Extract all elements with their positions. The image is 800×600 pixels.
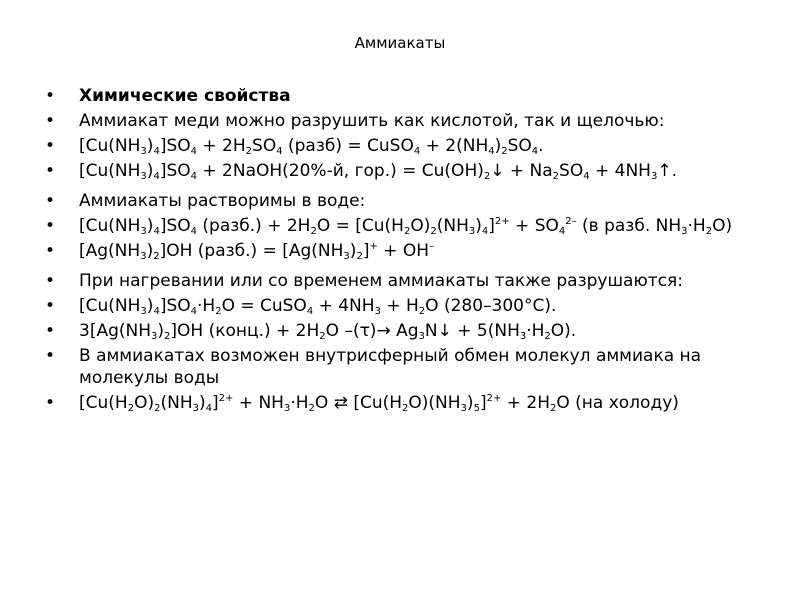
- subscript: 2: [418, 306, 426, 317]
- subscript: 3: [140, 251, 147, 262]
- bullet-text: [79, 216, 732, 236]
- bullet-item: [45, 190, 745, 212]
- superscript: 2+: [218, 393, 234, 404]
- bullet-text: [79, 136, 544, 156]
- bullet-dot: •: [45, 296, 56, 316]
- text-run: O (280–300°C).: [425, 296, 557, 316]
- text-run: [Cu(NH: [79, 161, 141, 181]
- subscript: 3: [140, 306, 147, 317]
- text-run: ): [146, 216, 154, 236]
- text-run: ): [466, 393, 474, 413]
- text-run: + SO: [509, 216, 559, 236]
- subscript: 5: [473, 403, 480, 414]
- subscript: 3: [374, 306, 381, 317]
- bullet-item: [45, 110, 745, 132]
- bullet-text: [79, 111, 664, 131]
- text-run: + 4NH: [313, 296, 375, 316]
- subscript: 3: [140, 226, 147, 237]
- text-run: + 2(NH: [420, 136, 489, 156]
- subscript: 3: [681, 226, 688, 237]
- superscript: +: [369, 241, 378, 252]
- bullet-dot: •: [45, 393, 56, 413]
- bullet-list: [45, 85, 745, 414]
- bullet-text: [79, 191, 365, 211]
- text-run: ]: [479, 393, 487, 413]
- subscript: 2: [308, 403, 315, 414]
- bullet-item: [45, 295, 745, 317]
- subscript: 4: [153, 146, 160, 157]
- text-run: O)(NH: [408, 393, 461, 413]
- text-run: ): [146, 161, 154, 181]
- subscript: 4: [153, 226, 160, 237]
- subscript: 4: [205, 403, 212, 414]
- text-run: ]SO: [159, 296, 191, 316]
- subscript: 2: [403, 226, 411, 237]
- bullet-text: [79, 161, 677, 181]
- subscript: 2: [501, 146, 508, 157]
- text-run: ↑.: [657, 161, 677, 181]
- text-run: SO: [559, 161, 584, 181]
- bullet-dot: •: [45, 321, 56, 341]
- subscript: 2: [153, 251, 160, 262]
- text-run: (NH: [436, 216, 469, 236]
- bullet-item: [45, 270, 745, 292]
- subscript: 4: [488, 146, 495, 157]
- subscript: 2: [164, 331, 171, 342]
- bullet-text: [79, 321, 576, 341]
- text-run: [Cu(H: [79, 393, 128, 413]
- subscript: 4: [153, 171, 160, 182]
- text-run: 3[Ag(NH: [79, 321, 152, 341]
- subscript: 4: [558, 226, 566, 237]
- text-run: ]SO: [159, 216, 191, 236]
- text-run: (разб) = CuSO: [282, 136, 414, 156]
- text-run: .: [538, 136, 544, 156]
- bullet-dot: •: [45, 271, 56, 291]
- text-run: + 2H: [501, 393, 550, 413]
- subscript: 2: [549, 403, 557, 414]
- text-run: ·H: [526, 321, 545, 341]
- text-run: (в разб. NH: [576, 216, 682, 236]
- text-run: + 4NH: [589, 161, 651, 181]
- subscript: 3: [519, 331, 527, 342]
- text-run: ): [146, 136, 154, 156]
- text-run: + NH: [233, 393, 284, 413]
- text-run: SO: [252, 136, 277, 156]
- text-run: Аммиакаты растворимы в воде:: [79, 191, 366, 211]
- superscript: 2+: [494, 216, 510, 227]
- subscript: 2: [402, 403, 409, 414]
- subscript: 3: [650, 171, 658, 182]
- text-run: O): [134, 393, 155, 413]
- subscript: 2: [430, 226, 437, 237]
- text-run: ): [349, 241, 357, 261]
- subscript: 2: [127, 403, 135, 414]
- text-run: ]SO: [159, 136, 191, 156]
- subscript: 2: [245, 146, 253, 157]
- subscript: 4: [190, 171, 197, 182]
- slide-title: Аммиакаты: [354, 34, 446, 52]
- subscript: 4: [481, 226, 489, 237]
- text-run: ): [475, 216, 482, 236]
- bullet-text: [79, 393, 679, 413]
- text-run: + H: [380, 296, 419, 316]
- text-run: N↓ + 5(NH: [424, 321, 520, 341]
- subscript: 3: [460, 403, 467, 414]
- text-run: (NH: [160, 393, 193, 413]
- subscript: 3: [192, 403, 199, 414]
- text-run: Аммиакат меди можно разрушить как кислотой, так и щелочью:: [79, 111, 665, 131]
- bullet-text: [79, 346, 701, 388]
- bullet-text: [79, 296, 556, 316]
- text-run: Химические свойства: [79, 86, 291, 106]
- subscript: 4: [153, 306, 160, 317]
- text-run: ]: [212, 393, 219, 413]
- text-run: O).: [550, 321, 577, 341]
- text-run: + 2NaOH(20%-й, гор.) = Cu(OH): [197, 161, 484, 181]
- bullet-item: [45, 215, 745, 237]
- subscript: 4: [190, 306, 197, 317]
- text-run: При нагревании или со временем аммиакаты также разрушаются:: [79, 271, 683, 291]
- text-run: ]SO: [159, 161, 191, 181]
- subscript: 3: [283, 403, 291, 414]
- text-run: ·H: [687, 216, 706, 236]
- text-run: ): [146, 296, 154, 316]
- bullet-dot: •: [45, 136, 56, 156]
- subscript: 2: [544, 331, 551, 342]
- subscript: 3: [468, 226, 476, 237]
- subscript: 3: [151, 331, 158, 342]
- subscript: 4: [276, 146, 283, 157]
- text-run: SO: [507, 136, 532, 156]
- subscript: 4: [583, 171, 590, 182]
- text-run: ): [146, 241, 154, 261]
- subscript: 4: [531, 146, 539, 157]
- text-run: O ⇄ [Cu(H: [314, 393, 403, 413]
- text-run: + 2H: [197, 136, 246, 156]
- subscript: 3: [343, 251, 350, 262]
- text-run: ): [198, 393, 206, 413]
- text-run: O (на холоду): [556, 393, 679, 413]
- bullet-dot: •: [45, 346, 56, 366]
- text-run: O = CuSO: [221, 296, 307, 316]
- text-run: ↓ + Na: [490, 161, 553, 181]
- text-run: [Cu(NH: [79, 136, 141, 156]
- bullet-text: [79, 86, 291, 106]
- subscript: 2: [310, 226, 317, 237]
- subscript: 2: [215, 306, 222, 317]
- bullet-item: [45, 85, 745, 107]
- text-run: ]OH (разб.) = [Ag(NH: [159, 241, 344, 261]
- subscript: 4: [190, 146, 197, 157]
- bullet-item: [45, 320, 745, 342]
- text-run: ·H: [197, 296, 216, 316]
- subscript: 3: [140, 171, 147, 182]
- bullet-text: [79, 271, 683, 291]
- text-run: [Ag(NH: [79, 241, 141, 261]
- superscript: –: [429, 241, 435, 252]
- bullet-item: [45, 392, 745, 414]
- bullet-item: [45, 160, 745, 182]
- text-run: [Cu(NH: [79, 296, 141, 316]
- bullet-dot: •: [45, 161, 56, 181]
- bullet-text: [79, 241, 434, 261]
- subscript: 2: [356, 251, 363, 262]
- subscript: 3: [140, 146, 147, 157]
- superscript: 2+: [486, 393, 502, 404]
- subscript: 2: [154, 403, 161, 414]
- text-run: (разб.) + 2H: [197, 216, 311, 236]
- bullet-dot: •: [45, 86, 56, 106]
- subscript: 4: [413, 146, 421, 157]
- subscript: 2: [483, 171, 491, 182]
- subscript: 4: [190, 226, 197, 237]
- text-run: ): [157, 321, 165, 341]
- text-run: O): [410, 216, 431, 236]
- subscript: 3: [418, 331, 425, 342]
- text-run: O): [712, 216, 733, 236]
- text-run: В аммиакатах возможен внутрисферный обмен молекул аммиака на молекулы воды: [79, 346, 702, 388]
- bullet-item: [45, 135, 745, 157]
- text-run: [Cu(NH: [79, 216, 141, 236]
- text-run: ]OH (конц.) + 2H: [170, 321, 320, 341]
- subscript: 2: [552, 171, 560, 182]
- subscript: 2: [705, 226, 713, 237]
- subscript: 4: [306, 306, 314, 317]
- bullet-dot: •: [45, 191, 56, 211]
- superscript: 2–: [565, 216, 577, 227]
- text-run: ]: [362, 241, 370, 261]
- bullet-item: [45, 240, 745, 262]
- text-run: ): [494, 136, 502, 156]
- bullet-item: [45, 345, 745, 389]
- subscript: 2: [319, 331, 326, 342]
- bullet-dot: •: [45, 241, 56, 261]
- text-run: + OH: [377, 241, 430, 261]
- text-run: O –(τ)→ Ag: [325, 321, 419, 341]
- bullet-dot: •: [45, 216, 56, 236]
- text-run: ]: [488, 216, 495, 236]
- text-run: O = [Cu(H: [316, 216, 404, 236]
- text-run: ·H: [290, 393, 309, 413]
- bullet-dot: •: [45, 111, 56, 131]
